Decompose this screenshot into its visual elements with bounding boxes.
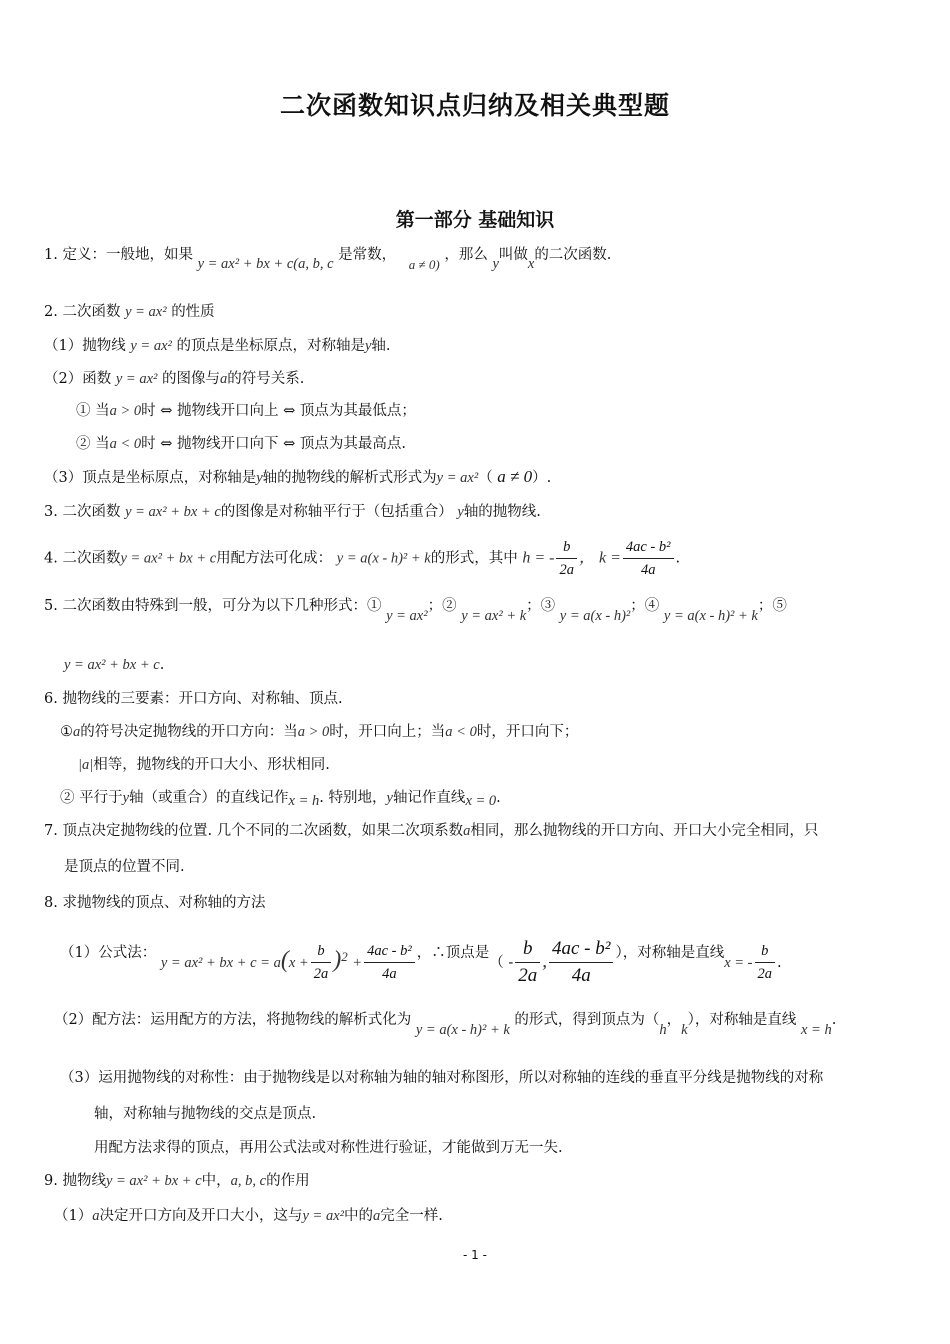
right-paren: ) [333,946,342,973]
math-expression: y = ax² [115,371,158,387]
text: 2. 二次函数 [44,304,121,320]
text: 用配方法可化成： [216,550,333,567]
page-number: - 1 - [463,1248,487,1262]
math-expression: y = a(x - h)² + k [663,608,758,624]
math-variable: y [492,256,499,272]
text: ，那么 [444,247,488,263]
text: 的性质 [171,304,215,320]
property-case-2 [76,434,406,454]
text: 完全一样. [380,1208,443,1224]
denominator: 2a [518,965,538,987]
math-separator: , [542,950,547,972]
text: 的图像是对称轴平行于（包括重合） [220,504,453,520]
numerator: b [556,536,577,559]
item-6-abs-note [78,755,330,775]
text: 轴的抛物线的解析式形式为 [262,470,437,486]
text: . [777,954,782,971]
fraction [755,940,776,985]
math-expression: h = - [522,549,555,567]
text: （1）公式法： [60,944,157,961]
item-6 [44,689,343,709]
text: 的符号关系. [227,371,305,387]
math-expression: y = a(x - h)² + k [336,550,431,567]
text: . [496,790,501,806]
item-9 [44,1171,310,1191]
math-expression: x = h [800,1022,832,1038]
math-expression: a, b, c [230,1173,267,1189]
fraction [364,940,415,985]
item-3 [44,502,541,522]
math-variable: h [659,1022,667,1038]
math-expression: x = h [288,793,320,809]
document-title: 二次函数知识点归纳及相关典型题 [279,91,670,120]
text: ① [60,724,73,740]
text: 7. 顶点决定抛物线的位置. 几个不同的二次函数，如果二次项系数 [44,823,464,839]
definition-line [44,245,612,272]
math-variable: a [92,1208,100,1224]
math-variable: x [527,256,535,272]
text: （ [478,470,493,486]
property-heading [44,302,215,322]
math-expression: y = ax² [130,338,172,354]
math-expression: y = ax² [302,1208,344,1224]
denominator: 4a [571,965,591,987]
item-7 [44,821,818,841]
item-4 [44,536,680,581]
text: . [675,550,681,567]
numerator: b [755,940,776,963]
text: ，∴顶点是 [416,944,490,961]
text: 4. 二次函数 [44,550,121,567]
text: ；⑤ [757,598,787,614]
denominator: 2a [559,562,574,578]
math-variable: k [681,1022,688,1038]
math-expression: a > 0 [109,403,142,419]
math-expression: ， k = [578,549,621,567]
text: ② 平行于 [60,790,123,806]
math-variable: a [219,371,228,387]
item-6-point-1 [60,722,578,742]
text: 用配方法求得的顶点，再用公式法或对称性进行验证，才能做到万无一失. [94,1140,563,1156]
fraction [556,536,577,581]
item-9-point-1 [54,1206,443,1226]
text: . 特别地， [319,790,387,806]
section-heading: 第一部分 基础知识 [395,209,555,231]
math-expression: a < 0 [109,436,142,452]
property-item-2 [44,369,304,389]
text: 中， [201,1173,231,1189]
property-case-1 [76,401,416,421]
text: 1. 定义：一般地，如果 [44,247,193,263]
text: ），对称轴是直线 [615,944,725,961]
property-item-3 [44,467,551,488]
text: 的作用 [266,1173,310,1189]
text: 的符号决定抛物线的开口方向：当 [80,724,298,740]
text: 时 ⇔ 抛物线开口向上 ⇔ 顶点为其最低点； [141,403,416,419]
math-expression: x + [288,954,309,971]
math-expression: y = ax² + bx + c [120,550,217,567]
math-expression: y = a(x - h)² [559,608,631,624]
fraction [549,936,613,989]
math-expression: y = ax² + bx + c [64,657,160,673]
text: 5. 二次函数由特殊到一般，可分为以下几种形式：① [44,598,382,614]
math-variable: a [373,1208,381,1224]
text: ；④ [630,598,660,614]
text: （1） [54,1208,93,1224]
text: 相同，那么抛物线的开口方向、开口大小完全相同，只 [470,823,819,839]
text: ）. [532,470,552,486]
math-expression: x = 0 [465,793,497,809]
numerator: b [515,936,540,963]
text: 是常数， [338,247,397,263]
text: 的二次函数. [534,247,612,263]
math-variable: a [73,724,81,740]
math-variable: y [122,790,130,806]
text: （3）运用抛物线的对称性：由于抛物线是以对称轴为轴的轴对称图形，所以对称轴的连线的垂直平分线是抛物线的对称 [60,1070,824,1086]
math-expression: a > 0 [297,724,330,740]
item-8 [44,893,265,913]
text: ② 当 [76,436,110,452]
text: （1）抛物线 [44,338,126,354]
math-expression: |a| [78,757,94,773]
math-expression: y = ax² + bx + c = a [160,954,281,971]
text: 的图像与 [161,371,220,387]
text: 时 ⇔ 抛物线开口向下 ⇔ 顶点为其最高点. [141,436,406,452]
math-expression: a < 0 [445,724,477,740]
property-item-1 [44,336,391,356]
math-expression: y = ax² + bx + c(a, b, c [197,256,334,272]
math-expression: y = a(x - h)² + k [415,1022,510,1038]
denominator: 4a [382,966,397,983]
text: 轴. [371,338,391,354]
math-expression: y = ax² + bx + c [105,1173,202,1189]
fraction [311,940,332,985]
text: 3. 二次函数 [44,504,121,520]
math-expression: y = ax² [436,470,479,486]
text: 轴的抛物线. [463,504,541,520]
text: 轴（或重合）的直线记作 [129,790,289,806]
text: （2）配方法：运用配方的方法，将抛物线的解析式化为 [54,1012,412,1028]
text: . [159,657,165,673]
text: 9. 抛物线 [44,1173,106,1189]
text: 的形式，得到顶点为（ [514,1012,660,1028]
text: ， [666,1012,682,1028]
text: 时，开口向下； [476,724,579,740]
numerator: b [311,940,332,963]
text: （2）函数 [44,371,112,387]
math-expression: a ≠ 0) [408,257,440,272]
verification-note [94,1138,563,1158]
left-paren: ( [280,946,289,973]
fraction [623,536,674,581]
text: 轴，对称轴与抛物线的交点是顶点. [94,1106,317,1122]
math-expression: + [352,954,363,971]
math-variable: y [457,504,464,520]
exponent: 2 [341,949,348,964]
math-expression: a ≠ 0 [497,467,533,486]
math-variable: y [364,338,372,354]
math-expression: y = ax² [386,608,428,624]
numerator: 4ac - b² [364,940,415,963]
text: 时，开口向上；当 [329,724,446,740]
math-variable: y [386,790,393,806]
text: ；② [427,598,457,614]
formula-method [60,935,782,989]
text: 决定开口方向及开口大小，这与 [99,1208,303,1224]
math-expression: x = - [724,954,753,971]
text: 轴记作直线 [392,790,466,806]
math-expression: y = ax² [125,304,167,320]
text: 中的 [344,1208,373,1224]
completing-square-method [54,1010,837,1038]
denominator: 4a [640,562,656,578]
numerator: 4ac - b² [623,536,674,559]
text: 的顶点是坐标原点，对称轴是 [176,338,365,354]
symmetry-method-continued [94,1104,316,1124]
text: 的形式，其中 [430,550,518,567]
symmetry-method [60,1068,823,1088]
math-expression: y = ax² + bx + c [125,504,221,520]
numerator: 4ac - b² [549,936,613,963]
math-expression: y = ax² + k [461,608,527,624]
text: 8. 求抛物线的顶点、对称轴的方法 [44,895,266,911]
text: （ - [489,954,514,971]
denominator: 2a [313,966,329,983]
item-7-continued [64,857,185,877]
item-6-point-2 [60,788,501,808]
text: ），对称轴是直线 [687,1012,797,1028]
text: 叫做 [498,247,528,263]
text: ；③ [526,598,556,614]
item-5 [44,596,787,624]
text: 6. 抛物线的三要素：开口方向、对称轴、顶点. [44,691,343,707]
math-variable: y [256,470,263,486]
math-variable: a [463,823,471,839]
text: 相等，抛物线的开口大小、形状相同. [93,757,330,773]
text: 是顶点的位置不同. [64,859,185,875]
text: . [831,1012,837,1028]
text: （3）顶点是坐标原点，对称轴是 [44,470,257,486]
denominator: 2a [757,966,773,983]
text: ① 当 [76,403,110,419]
item-5-continued [64,655,164,675]
fraction [515,936,540,989]
